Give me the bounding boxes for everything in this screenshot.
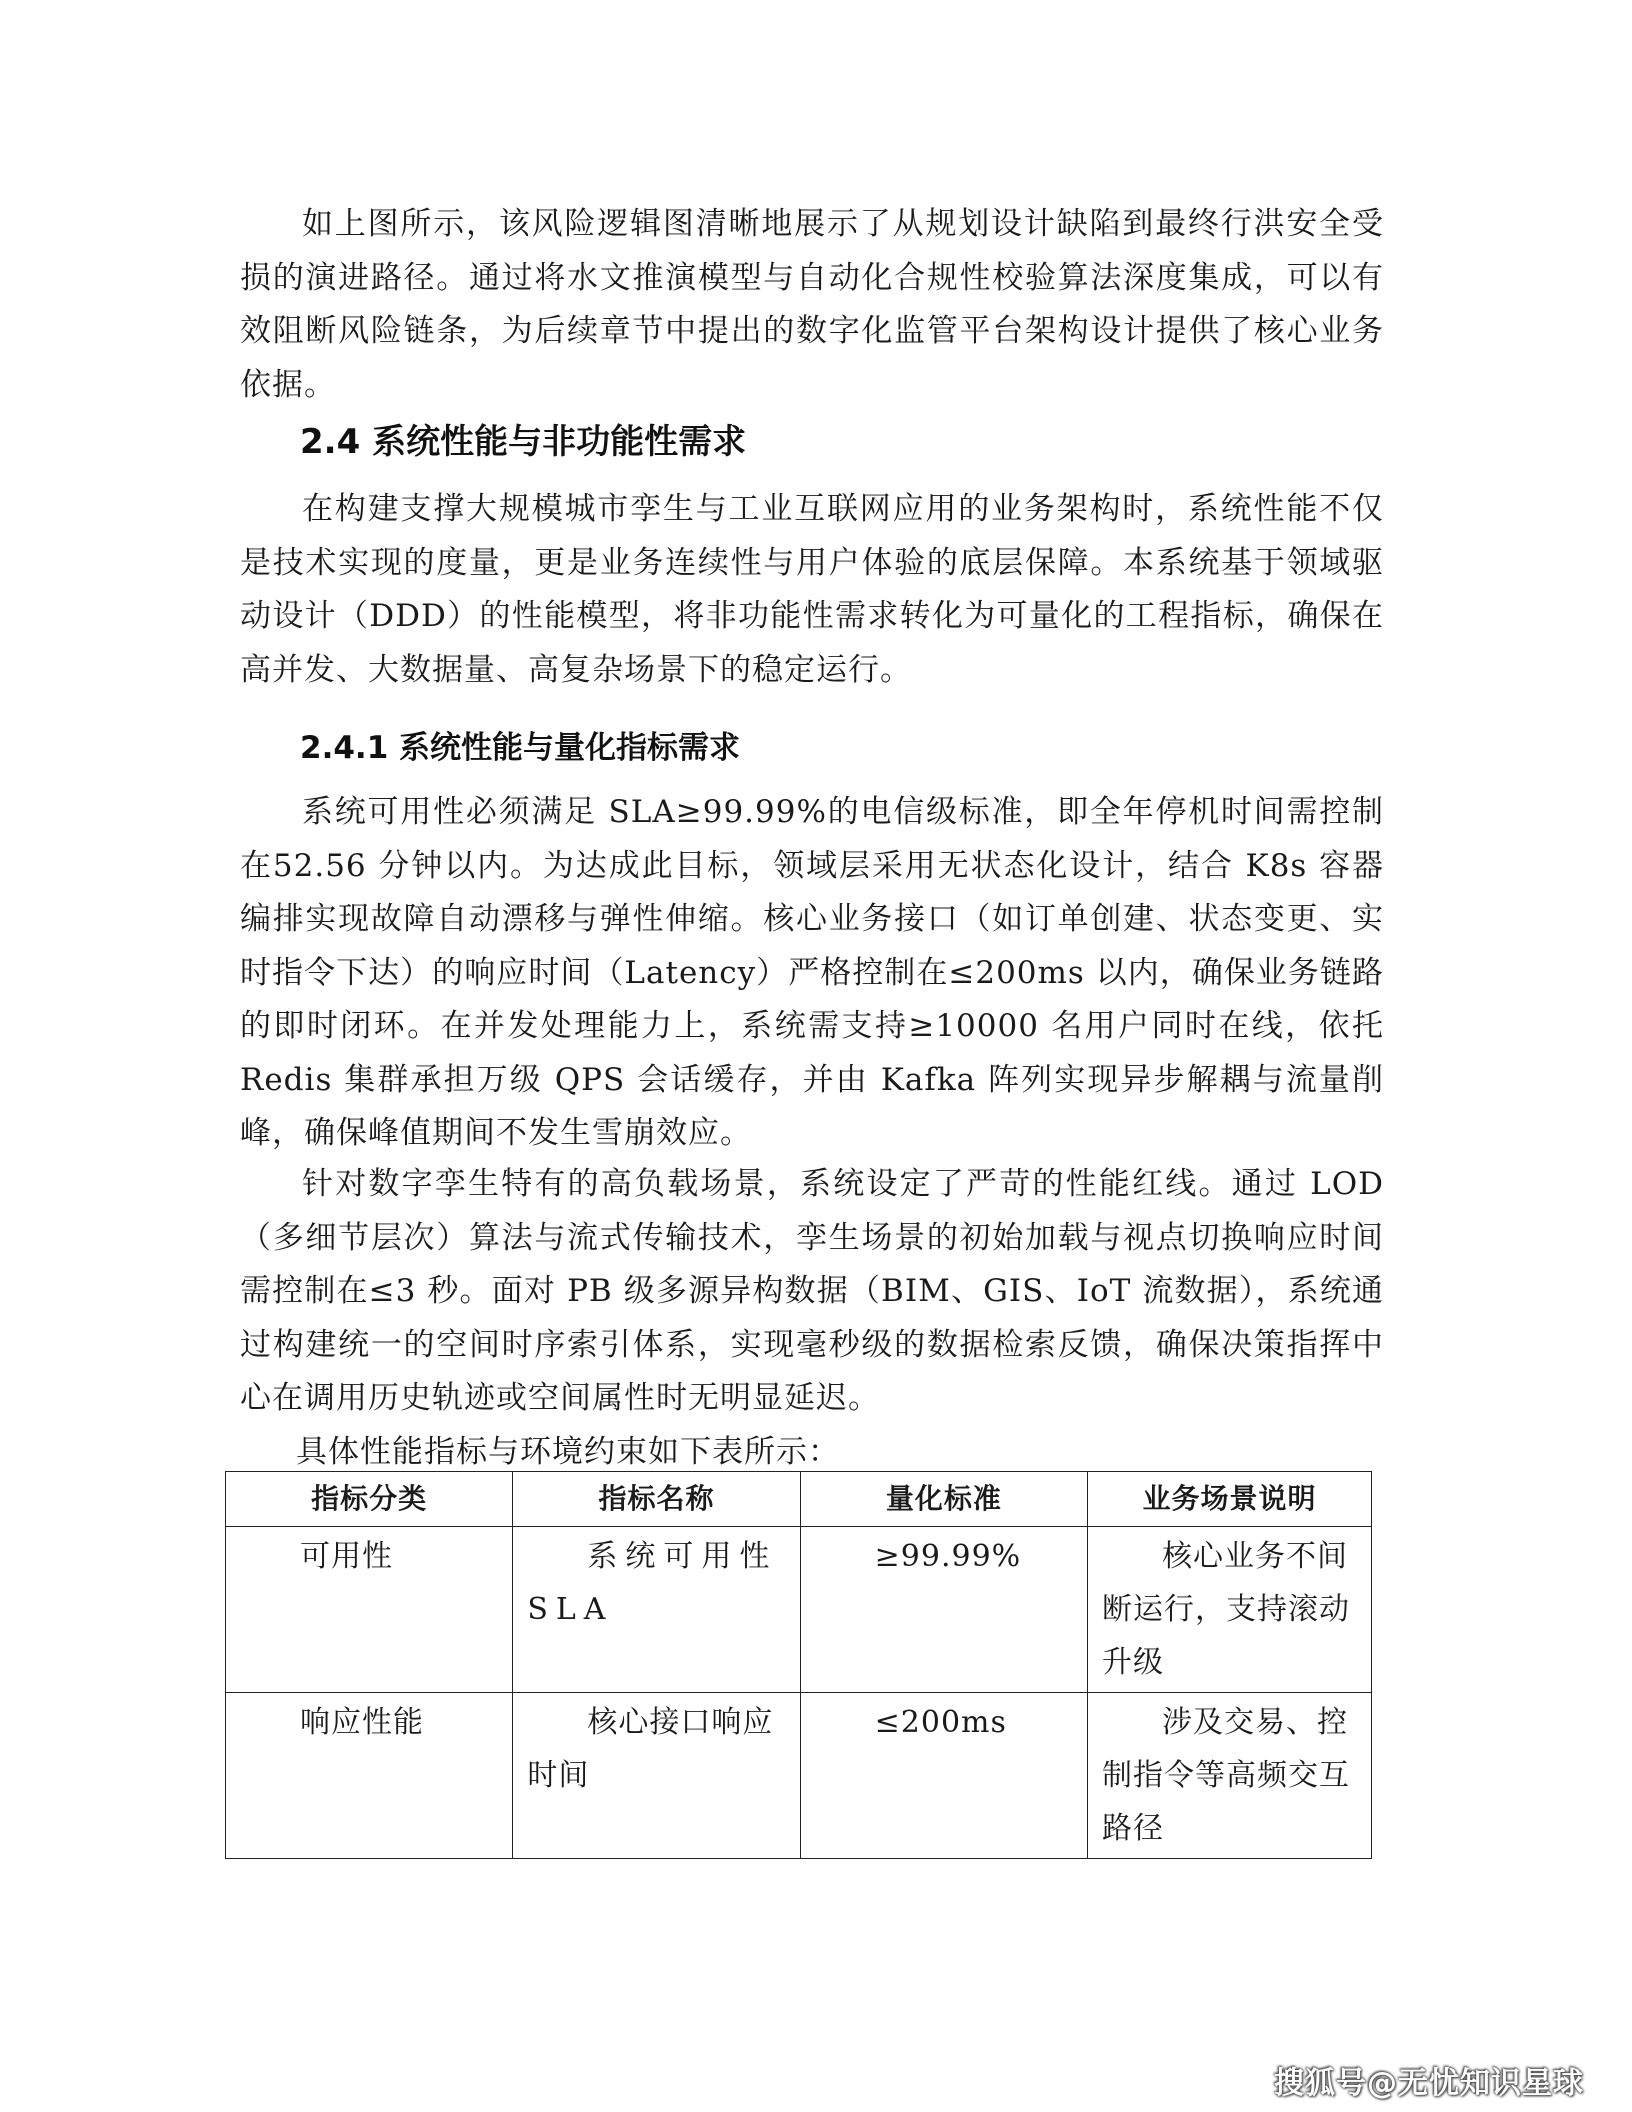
table-row [226,1693,1372,1859]
table-header-row [226,1472,1372,1527]
intro-paragraph: 如上图所示，该风险逻辑图清晰地展示了从规划设计缺陷到最终行洪安全受损的演进路径。通过将水文推演模型与自动化合规性校验算法深度集成，可以有效阻断风险链条，为后续章节中提出的数字化监管平台架构设计提供了核心业务依据。 [240,206,1384,403]
cell-standard: ≤200ms [800,1693,1087,1859]
section-heading: 2.4 系统性能与非功能性需求 [300,422,747,462]
cell-name: 核心接口响应时间 [513,1693,800,1859]
watermark-text: 搜狐号@无忧知识星球 [1274,2066,1584,2101]
table-caption: 具体性能指标与环境约束如下表所示： [296,1434,840,1470]
digital-twin-paragraph: 针对数字孪生特有的高负载场景，系统设定了严苛的性能红线。通过 LOD（多细节层次）算法与流式传输技术，孪生场景的初始加载与视点切换响应时间需控制在≤3 秒。面对 PB 级多源异构数据（BIM、GIS、IoT 流数据），系统通过构建统一的空间时序索引体系，实现毫秒级的数据检索反馈，确保决策指挥中心在调用历史轨迹或空间属性时无明显延迟。 [240,1166,1384,1416]
cell-category: 可用性 [226,1527,513,1693]
cell-standard: ≥99.99% [800,1527,1087,1693]
availability-paragraph: 系统可用性必须满足 SLA≥99.99%的电信级标准，即全年停机时间需控制在52.56 分钟以内。为达成此目标，领域层采用无状态化设计，结合 K8s 容器编排实现故障自动漂移与弹性伸缩。核心业务接口（如订单创建、状态变更、实时指令下达）的响应时间（Latency）严格控制在≤200ms 以内，确保业务链路的即时闭环。在并发处理能力上，系统需支持≥10000 名用户同时在线，依托 Redis 集群承担万级 QPS 会话缓存，并由 Kafka 阵列实现异步解耦与流量削峰，确保峰值期间不发生雪崩效应。 [240,794,1384,1151]
cell-name: 系统可用性 SLA [513,1527,800,1693]
header-name: 指标名称 [513,1472,800,1527]
header-category: 指标分类 [226,1472,513,1527]
section-intro-paragraph: 在构建支撑大规模城市孪生与工业互联网应用的业务架构时，系统性能不仅是技术实现的度量，更是业务连续性与用户体验的底层保障。本系统基于领域驱动设计（DDD）的性能模型，将非功能性需求转化为可量化的工程指标，确保在高并发、大数据量、高复杂场景下的稳定运行。 [240,491,1384,688]
cell-category: 响应性能 [226,1693,513,1859]
table-row [226,1527,1372,1693]
subsection-heading: 2.4.1 系统性能与量化指标需求 [300,730,741,766]
cell-description: 涉及交易、控制指令等高频交互路径 [1087,1693,1371,1859]
cell-description: 核心业务不间断运行，支持滚动升级 [1087,1527,1371,1693]
performance-metrics-table [225,1471,1372,1859]
header-description: 业务场景说明 [1087,1472,1371,1527]
header-standard: 量化标准 [800,1472,1087,1527]
